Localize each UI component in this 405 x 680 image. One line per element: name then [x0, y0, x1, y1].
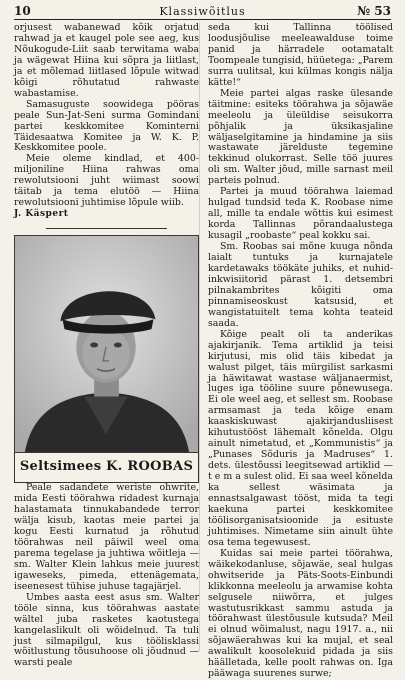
article-paragraph: Peale sadandete weriste ohwrite, mida Eesti töörahwa ridadest kurnaja halastamata tinnukabandede terror wälja kisub, kaotas meie partei ja kogu Eesti kurnatud ja rõhutud töörahwas neil päiwil weel oma parema tegelase ja juhtiwa wõitleja — sm. Walter Klein lahkus meie juurest igaweseks, pimeda, ettenägemata, iseenesest tühise juhuse tagajärjel. [14, 482, 199, 592]
portrait-photo [14, 235, 199, 453]
page-header [14, 4, 391, 18]
article-paragraph: orjusest wabanewad kõik orjatud rahwad ja et kaugel pole see aeg, kus Nõukogude-Liit saab terwitama waba ja wägewat Hiina kui sõpra ja liitlast, ja et mõlemad liitlased lõpule witwad kõigi rõhutatud rahwaste wabastamise. [14, 22, 199, 99]
portrait-image [15, 236, 198, 452]
article-paragraph: Samasuguste soowidega pööras peale Sun-Jat-Seni surma Gomindani partei keskkomitee Kominterni Täidesaatwa Komitee ja W. K. P. Keskkomitee poole. [14, 98, 199, 154]
header-rule [14, 19, 391, 20]
right-column [208, 23, 393, 680]
author-signature: J. Käspert [14, 209, 69, 220]
article-paragraph: Partei ja muud töörahwa laiemad hulgad tundsid teda K. Roobase nime all, mille ta endale wõttis kui esimest korda Tallinnas põrandaalustega kusagil „roobaste“ peal kokku sai. [208, 186, 393, 242]
article-paragraph: Meie partei algas raske ülesande täitmine: esiteks töörahwa ja sõjawäe meeleolu ja üleüldise seisukorra põhjalik ja üksikasjaline wäljaselgitamine ja hindamine ja siis wastawate järelduste tegemine tekkinud olukorrast. Selle töö juures oli sm. Walter jõud, mille sarnast meil parteis polnud. [208, 87, 393, 187]
section-divider [46, 228, 167, 229]
left-column [14, 23, 199, 669]
article-paragraph: Umbes aasta eest asus sm. Walter tööle sinna, kus töörahwas aastate wältel juba rasketes kaotustega kangelaslikult oli wõidelnud. Ta tuli just silmapilgul, kus töölisklassi wõitlustung tõusuhoose oli jõudnud — warsti peale [14, 591, 199, 669]
article-paragraph: Sm. Roobas sai mõne kuuga nõnda laialt tuntuks ja kurnajatele kardetawaks töökäte juhiks, et nuhid-inkwisiitorid pärast 1. detsembri pilnakambrites kõigiti oma pinnamiseoskust katsusid, et wangistatuitelt tema kohta teateid saada. [208, 241, 393, 329]
article-paragraph: Kuidas sai meie partei töörahwa, wäikekodanluse, sõjawäe, seal hulgas ohwitseride ja Päts-Soots-Einbundi klikkonna meeleolu ja arwamise kohta selgusele niiwõrra, et julges wastutusrikkast sammu astuda ja töörahwast ülestõusule kutsuda? Meil ei olnud wõimalust, nagu 1917. a., nii sõjawäerahwas kui ka mujal, et seal awalikult koosolekuid pidada ja siis häälletada, kelle poolt rahwas on. Iga pääwaga suurenes surwe; [208, 547, 393, 680]
page-number: 10 [14, 4, 31, 18]
article-paragraph: seda kui Tallinna töölised loodusjõulise meeleawalduse toime panid ja härradele ootamatalt Toompeale tungisid, hüüetega: „Parem surra uulitsal, kui külmas kongis nälja kätte!“ [208, 22, 393, 88]
photo-caption: Seltsimees K. ROOBAS [14, 453, 199, 483]
article-paragraph: Kõige pealt oli ta anderikas ajakirjanik. Tema artiklid ja teisi kirjutusi, mis olid täis kibedat ja walust pilget, täis mürgilist sarkasmi ja häwitawat wastase wäljanaermist, luges iga tööline suure põnewusega. Ei ole weel aeg, et sellest sm. Roobase armsamast ja teda kõige enam kaaskiskuwast ajakirjandusliisest kihutustööst lähemalt kõnelda. Olgu ainult nimetatud, et „Kommunistis“ ja „Punases Sõduris ja Madruses“ 1. dets. ülestõussi leegitsewad artiklid — t e m a sulest olid. Ei saa weel kõnelda ka sellest wäsimata ja ennastsalgawast tööst, mida ta tegi kaekuna partei keskkomitee töölisorganisatsioonide ja esituste juhtimises. Nimetame siin ainult ühte osa tema tegewusest. [208, 328, 393, 548]
newspaper-title: Klassiwõitlus [159, 5, 246, 18]
issue-number: № 53 [357, 4, 391, 18]
article-paragraph: Meie oleme kindlad, et 400-miljoniline Hiina rahwas oma rewolutsiooni juht wiimast soowi täitab ja tema elutöö — Hiina rewolutsiooni juhtimise lõpule wiib. [14, 153, 199, 209]
column-separator [199, 23, 200, 651]
